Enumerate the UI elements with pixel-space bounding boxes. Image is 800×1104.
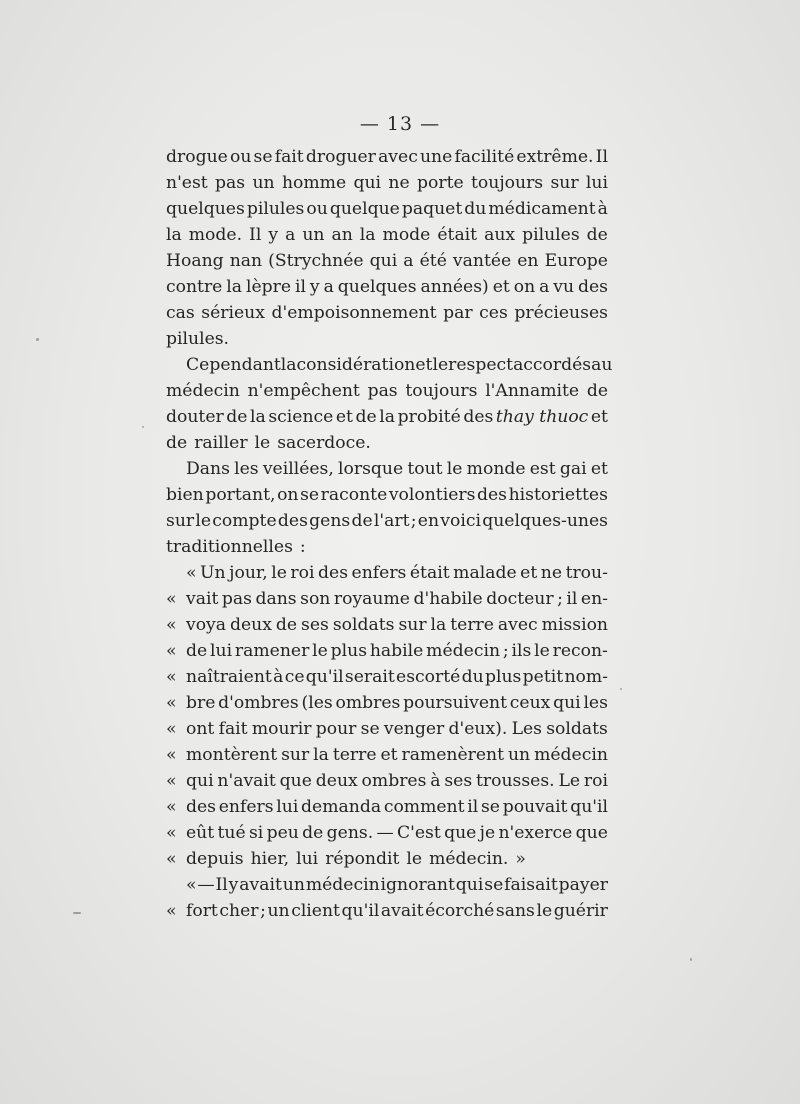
body-text <box>166 144 613 924</box>
guillemet-mark: « <box>166 719 177 739</box>
guillemet-mark: « <box>166 615 177 635</box>
guillemet-mark: « <box>166 745 177 765</box>
paper-speck <box>36 338 39 341</box>
guillemet-mark: « <box>166 589 177 609</box>
text-line: traditionnelles : <box>166 537 306 557</box>
guillemet-mark: « <box>166 771 177 791</box>
paper-speck <box>142 426 144 428</box>
guillemet-mark: « <box>166 901 177 921</box>
guillemet-mark: « <box>166 667 177 687</box>
quote-line: « montèrent sur la terre et ramenèrent un médecin <box>166 742 608 768</box>
guillemet-mark: « <box>166 797 177 817</box>
italic-term: thay thuoc <box>495 407 589 427</box>
text-line: quelques pilules ou quelque paquet du médicament à <box>166 199 608 219</box>
quote-line: « vait pas dans son royaume d'habile docteur ; il en- <box>166 586 608 612</box>
quote-line: « bre d'ombres (les ombres poursuivent ceux qui les <box>166 690 608 716</box>
text-line: bien portant, on se raconte volontiers des historiettes <box>166 485 608 505</box>
quote-line: « qui n'avait que deux ombres à ses trousses. Le roi <box>166 768 608 794</box>
paper-speck <box>690 958 692 961</box>
text-line: Cependant la considération et le respect accordés au <box>186 355 613 375</box>
guillemet-mark: « <box>166 849 177 869</box>
quote-line: « voya deux de ses soldats sur la terre avec mission <box>166 612 608 638</box>
guillemet-mark: « <box>166 823 177 843</box>
quote-line: « ont fait mourir pour se venger d'eux). Les soldats <box>166 716 608 742</box>
text-line: pilules. <box>166 329 230 349</box>
text-line: cas sérieux d'empoisonnement par ces précieuses <box>166 303 608 323</box>
text-line: drogue ou se fait droguer avec une facilité extrême. Il <box>166 147 608 167</box>
guillemet-mark: « <box>166 693 177 713</box>
quote-line: « de lui ramener le plus habile médecin ; ils le recon- <box>166 638 608 664</box>
quote-line: « depuis hier, lui répondit le médecin. » <box>166 846 608 872</box>
text-line: Dans les veillées, lorsque tout le monde est gai et <box>186 459 608 479</box>
text-line: contre la lèpre il y a quelques années) et on a vu des <box>166 277 608 297</box>
quote-line: « naîtraient à ce qu'il serait escorté du plus petit nom- <box>166 664 608 690</box>
quote-line: « fort cher ; un client qu'il avait écorché sans le guérir <box>166 898 608 924</box>
paper-speck <box>73 912 81 914</box>
text-line: de railler le sacerdoce. <box>166 433 371 453</box>
text-line: sur le compte des gens de l'art ; en voici quelques-unes <box>166 511 608 531</box>
quote-line: « — Il y avait un médecin ignorant qui se faisait payer <box>186 875 608 895</box>
text-line: la mode. Il y a un an la mode était aux pilules de <box>166 225 608 245</box>
quote-line: « eût tué si peu de gens. — C'est que je n'exerce que <box>166 820 608 846</box>
page-number: — 13 — <box>359 113 441 135</box>
text-line: Hoang nan (Strychnée qui a été vantée en Europe <box>166 251 608 271</box>
paper-speck <box>620 688 622 690</box>
text-line: douter de la science et de la probité des thay thuoc et <box>166 404 608 430</box>
quote-line: « des enfers lui demanda comment il se pouvait qu'il <box>166 794 608 820</box>
text-line: médecin n'empêchent pas toujours l'Annamite de <box>166 381 608 401</box>
quote-line: « Un jour, le roi des enfers était malade et ne trou- <box>186 563 608 583</box>
text-line: n'est pas un homme qui ne porte toujours sur lui <box>166 173 608 193</box>
guillemet-mark: « <box>166 641 177 661</box>
